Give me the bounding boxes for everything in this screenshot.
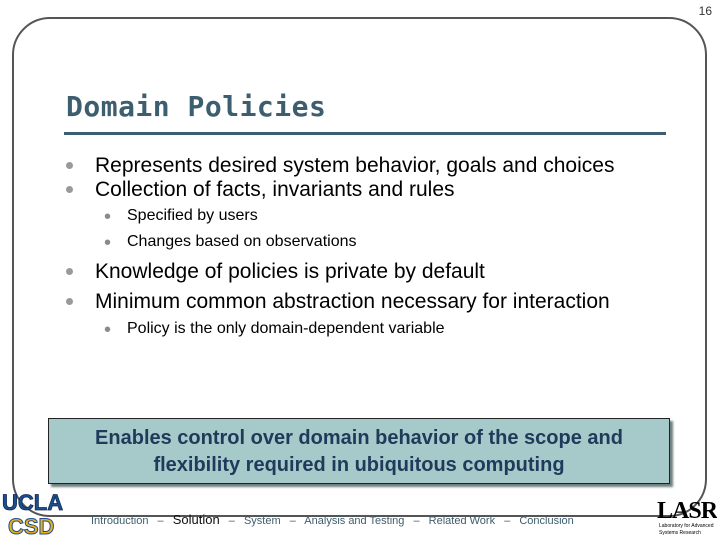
nav-separator: – [413,515,420,527]
callout-text: Enables control over domain behavior of the scope and flexibility required in ubiquitous computing [95,427,623,476]
ucla-logo-line1: UCLA [2,490,64,515]
bullet-item [64,290,664,314]
bullet-text: Collection of facts, invariants and rules [95,178,455,201]
bullet-dot-icon: • [104,319,112,341]
lasr-logo-caption1: Laboratory for Advanced [659,523,714,529]
sub-bullet-text: Changes based on observations [127,233,357,250]
nav-separator: – [157,515,164,527]
bullet-text: Knowledge of policies is private by default [95,260,485,283]
bullet-dot-icon [66,268,73,275]
nav-introduction[interactable]: Introduction [91,515,149,527]
bullet-text: Minimum common abstraction necessary for interaction [95,290,610,313]
sub-bullet-item [64,203,664,229]
bullet-dot-icon: • [104,232,112,254]
nav-conclusion[interactable]: Conclusion [519,515,574,527]
nav-solution[interactable]: Solution [172,512,220,527]
page-number: 16 [698,4,712,18]
nav-analysis-testing[interactable]: Analysis and Testing [304,515,405,527]
sub-bullet-text: Policy is the only domain-dependent variable [127,320,445,337]
ucla-csd-logo [0,478,74,540]
bullet-text: Represents desired system behavior, goals and choices [95,154,615,177]
bullet-dot-icon [66,186,73,193]
bullet-item [64,260,664,284]
sub-bullet-item [64,316,664,342]
nav-separator: – [504,515,511,527]
bullet-dot-icon: • [104,206,112,228]
ucla-logo-line2: CSD [8,514,55,539]
nav-system[interactable]: System [243,515,281,527]
nav-separator: – [228,515,235,527]
title-underline [64,132,666,135]
callout-box [48,418,670,484]
bullet-dot-icon [66,162,73,169]
footer-navigation [91,512,574,527]
bullet-list [64,154,664,342]
bullet-item [64,178,664,202]
bullet-dot-icon [66,298,73,305]
lasr-logo-name: LASR [657,498,717,524]
lasr-logo-caption2: Systems Research [659,530,701,536]
bullet-item [64,154,664,178]
slide-title: Domain Policies [66,90,327,123]
sub-bullet-text: Specified by users [127,207,258,224]
nav-separator: – [289,515,296,527]
nav-related-work[interactable]: Related Work [428,515,496,527]
sub-bullet-item [64,229,664,255]
lasr-logo [655,496,717,538]
